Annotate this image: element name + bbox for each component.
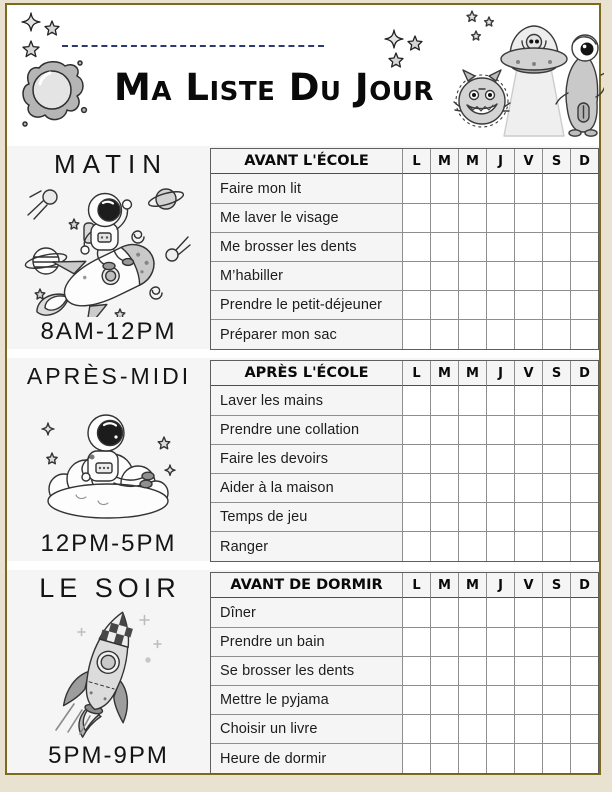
checkbox-cell-soir-r0-d6[interactable] — [570, 598, 598, 627]
checkbox-cell-matin-r2-d4[interactable] — [514, 232, 542, 261]
time-range: 8AM-12PM — [40, 318, 177, 345]
checkbox-cell-apres-midi-r3-d4[interactable] — [514, 473, 542, 502]
day-header-0: L — [402, 149, 430, 174]
checkbox-cell-matin-r1-d1[interactable] — [430, 203, 458, 232]
task-label: Me laver le visage — [211, 203, 402, 232]
checkbox-cell-matin-r1-d6[interactable] — [570, 203, 598, 232]
checkbox-cell-apres-midi-r1-d0[interactable] — [402, 415, 430, 444]
checkbox-cell-apres-midi-r4-d0[interactable] — [402, 502, 430, 531]
checkbox-cell-soir-r5-d3[interactable] — [486, 743, 514, 772]
checkbox-cell-soir-r0-d4[interactable] — [514, 598, 542, 627]
checkbox-cell-matin-r2-d1[interactable] — [430, 232, 458, 261]
checkbox-cell-soir-r5-d5[interactable] — [542, 743, 570, 772]
day-header-2: M — [458, 361, 486, 386]
checkbox-cell-matin-r5-d6[interactable] — [570, 319, 598, 348]
checkbox-cell-apres-midi-r5-d0[interactable] — [402, 531, 430, 560]
checkbox-cell-apres-midi-r0-d5[interactable] — [542, 386, 570, 415]
checkbox-cell-matin-r0-d0[interactable] — [402, 174, 430, 203]
checkbox-cell-soir-r4-d2[interactable] — [458, 714, 486, 743]
checkbox-cell-apres-midi-r2-d4[interactable] — [514, 444, 542, 473]
checkbox-cell-apres-midi-r4-d4[interactable] — [514, 502, 542, 531]
checkbox-cell-soir-r4-d6[interactable] — [570, 714, 598, 743]
checkbox-cell-soir-r5-d0[interactable] — [402, 743, 430, 772]
checkbox-cell-matin-r4-d6[interactable] — [570, 290, 598, 319]
section-apres-midi — [7, 358, 599, 561]
checkbox-cell-apres-midi-r0-d3[interactable] — [486, 386, 514, 415]
checkbox-cell-soir-r2-d6[interactable] — [570, 656, 598, 685]
checkbox-cell-matin-r1-d2[interactable] — [458, 203, 486, 232]
checkbox-cell-matin-r4-d3[interactable] — [486, 290, 514, 319]
checkbox-cell-apres-midi-r3-d1[interactable] — [430, 473, 458, 502]
checkbox-cell-soir-r3-d6[interactable] — [570, 685, 598, 714]
time-range: 12PM-5PM — [40, 530, 177, 557]
checkbox-cell-soir-r1-d2[interactable] — [458, 627, 486, 656]
checkbox-cell-matin-r0-d4[interactable] — [514, 174, 542, 203]
checkbox-cell-matin-r5-d2[interactable] — [458, 319, 486, 348]
checkbox-cell-matin-r5-d4[interactable] — [514, 319, 542, 348]
checkbox-cell-apres-midi-r2-d5[interactable] — [542, 444, 570, 473]
checkbox-cell-apres-midi-r5-d2[interactable] — [458, 531, 486, 560]
task-label: Faire les devoirs — [211, 444, 402, 473]
day-header-6: D — [570, 573, 598, 598]
checkbox-cell-matin-r3-d0[interactable] — [402, 261, 430, 290]
checkbox-cell-soir-r1-d1[interactable] — [430, 627, 458, 656]
checkbox-cell-matin-r4-d0[interactable] — [402, 290, 430, 319]
task-label: Temps de jeu — [211, 502, 402, 531]
day-header-1: M — [430, 361, 458, 386]
checkbox-cell-soir-r1-d5[interactable] — [542, 627, 570, 656]
checkbox-cell-matin-r0-d1[interactable] — [430, 174, 458, 203]
section-le-soir — [7, 570, 599, 773]
checkbox-cell-matin-r3-d3[interactable] — [486, 261, 514, 290]
checklist-table-apres-ecole — [210, 360, 599, 562]
task-label: Laver les mains — [220, 392, 324, 409]
checkbox-cell-apres-midi-r4-d5[interactable] — [542, 502, 570, 531]
period-label: LE SOIR — [39, 573, 181, 603]
checkbox-cell-apres-midi-r0-d2[interactable] — [458, 386, 486, 415]
checkbox-cell-soir-r0-d1[interactable] — [430, 598, 458, 627]
task-label: Ranger — [211, 531, 402, 560]
task-label: Me brosser les dents — [211, 232, 402, 261]
day-header-3: J — [486, 573, 514, 598]
planet-splat-icon — [18, 56, 88, 132]
checkbox-cell-apres-midi-r2-d2[interactable] — [458, 444, 486, 473]
checkbox-cell-soir-r0-d3[interactable] — [486, 598, 514, 627]
task-label: Faire mon lit — [220, 180, 302, 197]
task-label: Prendre le petit-déjeuner — [211, 290, 402, 319]
checkbox-cell-soir-r4-d5[interactable] — [542, 714, 570, 743]
checkbox-cell-apres-midi-r4-d1[interactable] — [430, 502, 458, 531]
aliens-ufo-illustration — [452, 5, 604, 137]
task-label: Préparer mon sac — [211, 319, 402, 348]
checkbox-cell-matin-r1-d3[interactable] — [486, 203, 514, 232]
checkbox-cell-apres-midi-r0-d4[interactable] — [514, 386, 542, 415]
checkbox-cell-soir-r3-d4[interactable] — [514, 685, 542, 714]
table-title: AVANT L'ÉCOLE — [211, 149, 402, 174]
checkbox-cell-soir-r5-d1[interactable] — [430, 743, 458, 772]
checkbox-cell-matin-r3-d5[interactable] — [542, 261, 570, 290]
task-label: Dîner — [220, 604, 256, 621]
day-header-1: M — [430, 149, 458, 174]
checkbox-cell-apres-midi-r2-d1[interactable] — [430, 444, 458, 473]
section-matin — [7, 146, 599, 349]
checkbox-cell-matin-r2-d2[interactable] — [458, 232, 486, 261]
checkbox-cell-apres-midi-r5-d3[interactable] — [486, 531, 514, 560]
checkbox-cell-apres-midi-r1-d6[interactable] — [570, 415, 598, 444]
checkbox-cell-soir-r1-d0[interactable] — [402, 627, 430, 656]
page-title: Ma Liste Du Jour — [114, 66, 434, 109]
checkbox-cell-apres-midi-r5-d1[interactable] — [430, 531, 458, 560]
day-header-0: L — [402, 361, 430, 386]
checkbox-cell-apres-midi-r4-d6[interactable] — [570, 502, 598, 531]
checkbox-cell-soir-r0-d2[interactable] — [458, 598, 486, 627]
checkbox-cell-matin-r0-d2[interactable] — [458, 174, 486, 203]
rocket-illustration — [44, 604, 172, 740]
checkbox-cell-matin-r3-d1[interactable] — [430, 261, 458, 290]
checkbox-cell-soir-r5-d2[interactable] — [458, 743, 486, 772]
checkbox-cell-matin-r1-d4[interactable] — [514, 203, 542, 232]
checkbox-cell-matin-r5-d3[interactable] — [486, 319, 514, 348]
task-label: Aider à la maison — [211, 473, 402, 502]
checkbox-cell-apres-midi-r1-d2[interactable] — [458, 415, 486, 444]
checkbox-cell-soir-r2-d5[interactable] — [542, 656, 570, 685]
task-label: Choisir un livre — [211, 714, 402, 743]
checkbox-cell-matin-r3-d4[interactable] — [514, 261, 542, 290]
checkbox-cell-apres-midi-r1-d5[interactable] — [542, 415, 570, 444]
period-label: MATIN — [54, 149, 168, 179]
table-title: APRÈS L'ÉCOLE — [211, 361, 402, 386]
task-label: M’habiller — [211, 261, 402, 290]
checkbox-cell-matin-r4-d1[interactable] — [430, 290, 458, 319]
checkbox-cell-matin-r2-d3[interactable] — [486, 232, 514, 261]
stars-cluster-top-left-icon — [18, 10, 64, 58]
checkbox-cell-apres-midi-r3-d0[interactable] — [402, 473, 430, 502]
checkbox-cell-apres-midi-r3-d2[interactable] — [458, 473, 486, 502]
checkbox-cell-apres-midi-r4-d3[interactable] — [486, 502, 514, 531]
day-header-3: J — [486, 361, 514, 386]
task-label: Prendre une collation — [211, 415, 402, 444]
day-header-4: V — [514, 361, 542, 386]
day-header-6: D — [570, 149, 598, 174]
checkbox-cell-matin-r1-d0[interactable] — [402, 203, 430, 232]
checkbox-cell-matin-r0-d5[interactable] — [542, 174, 570, 203]
checkbox-cell-matin-r2-d0[interactable] — [402, 232, 430, 261]
checkbox-cell-soir-r3-d3[interactable] — [486, 685, 514, 714]
checkbox-cell-matin-r3-d6[interactable] — [570, 261, 598, 290]
checkbox-cell-soir-r4-d3[interactable] — [486, 714, 514, 743]
checkbox-cell-soir-r5-d6[interactable] — [570, 743, 598, 772]
day-header-3: J — [486, 149, 514, 174]
day-header-5: S — [542, 149, 570, 174]
task-label: Mettre le pyjama — [211, 685, 402, 714]
checkbox-cell-apres-midi-r5-d5[interactable] — [542, 531, 570, 560]
checkbox-cell-apres-midi-r2-d6[interactable] — [570, 444, 598, 473]
checkbox-cell-apres-midi-r3-d5[interactable] — [542, 473, 570, 502]
day-header-4: V — [514, 149, 542, 174]
checkbox-cell-matin-r0-d6[interactable] — [570, 174, 598, 203]
checkbox-cell-matin-r2-d5[interactable] — [542, 232, 570, 261]
checkbox-cell-apres-midi-r3-d3[interactable] — [486, 473, 514, 502]
checkbox-cell-soir-r4-d1[interactable] — [430, 714, 458, 743]
day-header-6: D — [570, 361, 598, 386]
checkbox-cell-matin-r5-d1[interactable] — [430, 319, 458, 348]
checkbox-cell-soir-r1-d4[interactable] — [514, 627, 542, 656]
checkbox-cell-matin-r4-d5[interactable] — [542, 290, 570, 319]
checkbox-cell-matin-r0-d3[interactable] — [486, 174, 514, 203]
day-header-1: M — [430, 573, 458, 598]
checkbox-cell-soir-r2-d1[interactable] — [430, 656, 458, 685]
checkbox-cell-apres-midi-r1-d4[interactable] — [514, 415, 542, 444]
checkbox-cell-apres-midi-r0-d6[interactable] — [570, 386, 598, 415]
day-header-0: L — [402, 573, 430, 598]
task-label: Prendre un bain — [211, 627, 402, 656]
checkbox-cell-matin-r4-d4[interactable] — [514, 290, 542, 319]
checkbox-cell-soir-r2-d3[interactable] — [486, 656, 514, 685]
day-header-2: M — [458, 149, 486, 174]
checkbox-cell-matin-r3-d2[interactable] — [458, 261, 486, 290]
checkbox-cell-soir-r3-d5[interactable] — [542, 685, 570, 714]
astronaut-on-rocket-illustration — [20, 175, 196, 317]
checkbox-cell-soir-r1-d6[interactable] — [570, 627, 598, 656]
checkbox-cell-soir-r3-d1[interactable] — [430, 685, 458, 714]
checkbox-cell-apres-midi-r4-d2[interactable] — [458, 502, 486, 531]
checkbox-cell-soir-r4-d4[interactable] — [514, 714, 542, 743]
checkbox-cell-matin-r2-d6[interactable] — [570, 232, 598, 261]
day-header-5: S — [542, 573, 570, 598]
checkbox-cell-soir-r0-d5[interactable] — [542, 598, 570, 627]
checkbox-cell-apres-midi-r5-d6[interactable] — [570, 531, 598, 560]
day-header-4: V — [514, 573, 542, 598]
time-range: 5PM-9PM — [48, 742, 169, 769]
period-label: APRÈS-MIDI — [26, 363, 192, 389]
day-header-2: M — [458, 573, 486, 598]
name-fill-in-line[interactable] — [62, 45, 324, 47]
checkbox-cell-apres-midi-r1-d1[interactable] — [430, 415, 458, 444]
checkbox-cell-apres-midi-r3-d6[interactable] — [570, 473, 598, 502]
checkbox-cell-soir-r2-d0[interactable] — [402, 656, 430, 685]
task-label: Heure de dormir — [211, 743, 402, 772]
checkbox-cell-apres-midi-r2-d3[interactable] — [486, 444, 514, 473]
astronaut-on-cloud-illustration — [32, 389, 184, 527]
checkbox-cell-matin-r5-d0[interactable] — [402, 319, 430, 348]
checkbox-cell-apres-midi-r0-d1[interactable] — [430, 386, 458, 415]
checkbox-cell-apres-midi-r1-d3[interactable] — [486, 415, 514, 444]
day-header-5: S — [542, 361, 570, 386]
task-label: Se brosser les dents — [211, 656, 402, 685]
checkbox-cell-soir-r3-d0[interactable] — [402, 685, 430, 714]
checkbox-cell-apres-midi-r2-d0[interactable] — [402, 444, 430, 473]
checkbox-cell-apres-midi-r5-d4[interactable] — [514, 531, 542, 560]
checklist-table-avant-ecole — [210, 148, 599, 350]
checkbox-cell-soir-r0-d0[interactable] — [402, 598, 430, 627]
checkbox-cell-soir-r2-d4[interactable] — [514, 656, 542, 685]
checkbox-cell-matin-r4-d2[interactable] — [458, 290, 486, 319]
checklist-table-avant-dormir — [210, 572, 599, 774]
checkbox-cell-matin-r5-d5[interactable] — [542, 319, 570, 348]
checkbox-cell-apres-midi-r0-d0[interactable] — [402, 386, 430, 415]
checkbox-cell-soir-r2-d2[interactable] — [458, 656, 486, 685]
checkbox-cell-soir-r5-d4[interactable] — [514, 743, 542, 772]
checkbox-cell-soir-r4-d0[interactable] — [402, 714, 430, 743]
checkbox-cell-soir-r1-d3[interactable] — [486, 627, 514, 656]
checkbox-cell-soir-r3-d2[interactable] — [458, 685, 486, 714]
table-title: AVANT DE DORMIR — [211, 573, 402, 598]
checkbox-cell-matin-r1-d5[interactable] — [542, 203, 570, 232]
